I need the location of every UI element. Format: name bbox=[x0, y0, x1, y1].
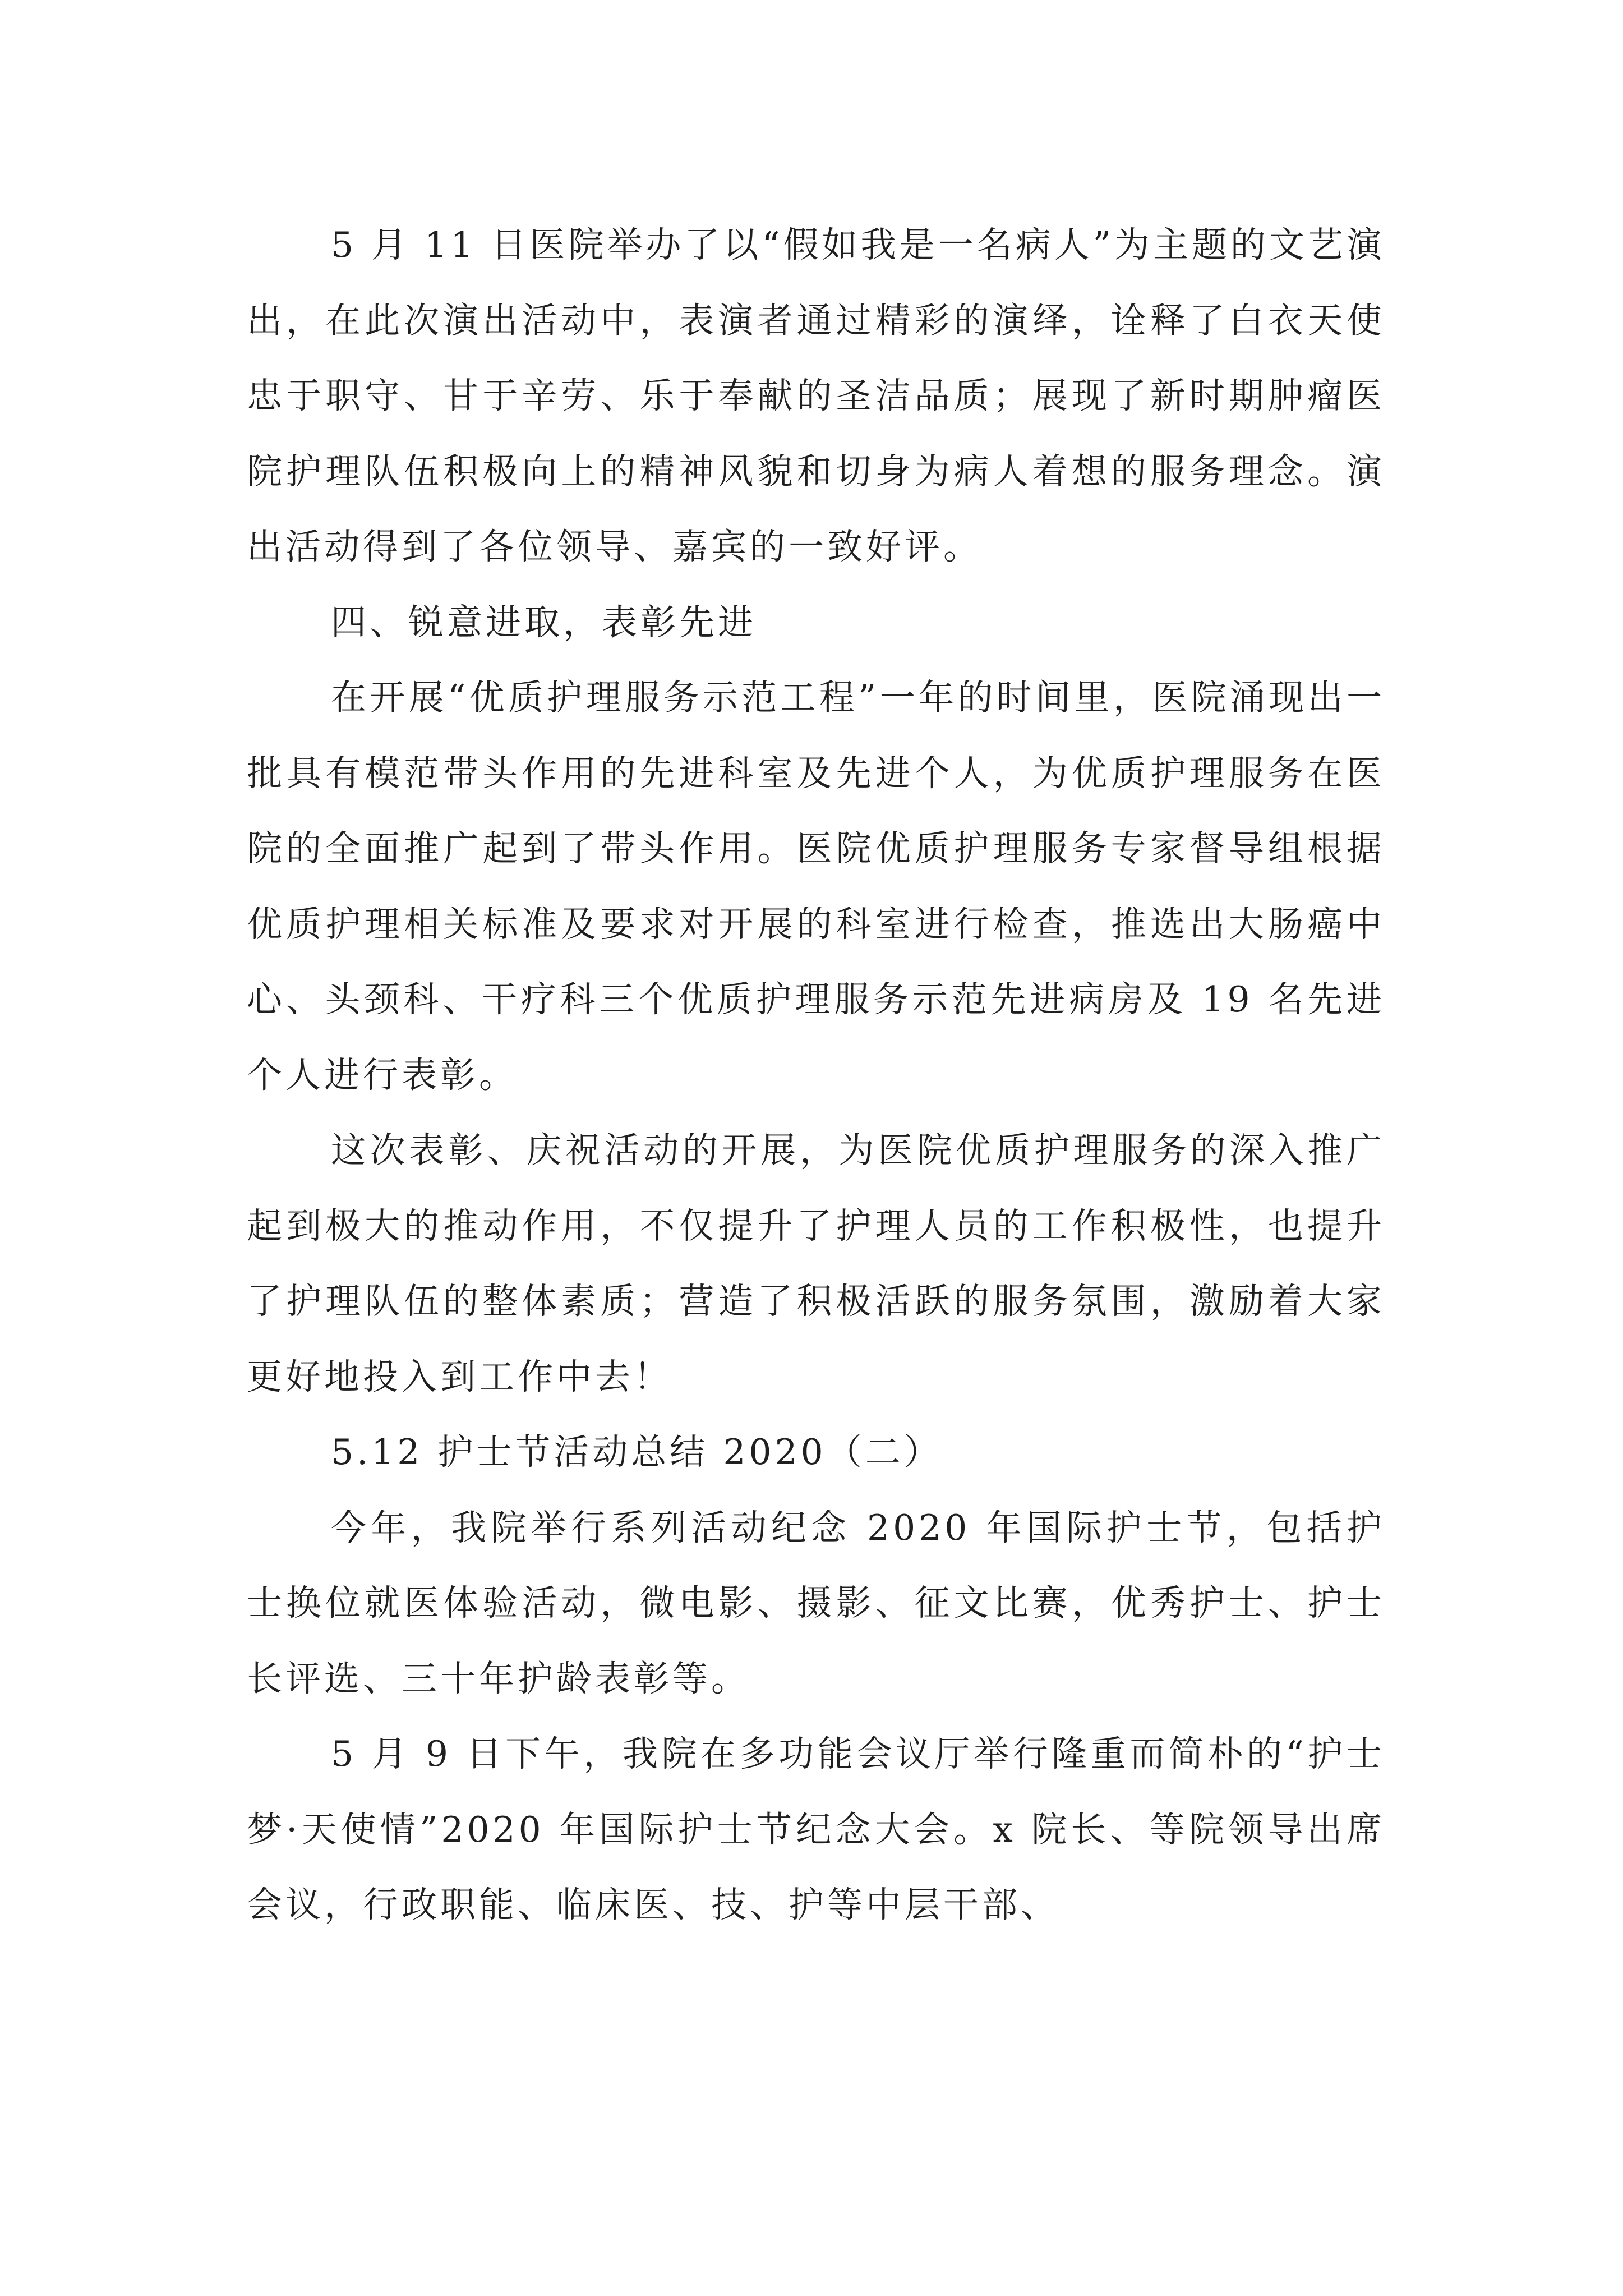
paragraph-commendation-effect: 这次表彰、庆祝活动的开展，为医院优质护理服务的深入推广起到极大的推动作用，不仅提升了护理人员的工作积极性，也提升了护理队伍的整体素质；营造了积极活跃的服务氛围，激励着大家更好地投入到工作中去！ bbox=[247, 1130, 1385, 1397]
section-heading-summary-two: 5.12 护士节活动总结 2020（二） bbox=[331, 1432, 943, 1473]
paragraph-commemoration-meeting: 5 月 9 日下午，我院在多功能会议厅举行隆重而简朴的“护士梦·天使情”2020 年国际护士节纪念大会。x 院长、等院领导出席会议，行政职能、临床医、技、护等中层干部、 bbox=[247, 1733, 1385, 1925]
section-heading-commendation: 四、锐意进取，表彰先进 bbox=[331, 601, 757, 643]
paragraph-model-project: 在开展“优质护理服务示范工程”一年的时间里，医院涌现出一批具有模范带头作用的先进科室及先进个人，为优质护理服务在医院的全面推广起到了带头作用。医院优质护理服务专家督导组根据优质护理相关标准及要求对开展的科室进行检查，推选出大肠癌中心、头颈科、干疗科三个优质护理服务示范先进病房及 19 名先进个人进行表彰。 bbox=[247, 677, 1385, 1096]
paragraph-series-activities: 今年，我院举行系列活动纪念 2020 年国际护士节，包括护士换位就医体验活动，微电影、摄影、征文比赛，优秀护士、护士长评选、三十年护龄表彰等。 bbox=[247, 1507, 1385, 1699]
document-body bbox=[247, 208, 1385, 1943]
paragraph-performance: 5 月 11 日医院举办了以“假如我是一名病人”为主题的文艺演出，在此次演出活动中，表演者通过精彩的演绎，诠释了白衣天使忠于职守、甘于辛劳、乐于奉献的圣洁品质；展现了新时期肿瘤医院护理队伍积极向上的精神风貌和切身为病人着想的服务理念。演出活动得到了各位领导、嘉宾的一致好评。 bbox=[247, 224, 1385, 567]
